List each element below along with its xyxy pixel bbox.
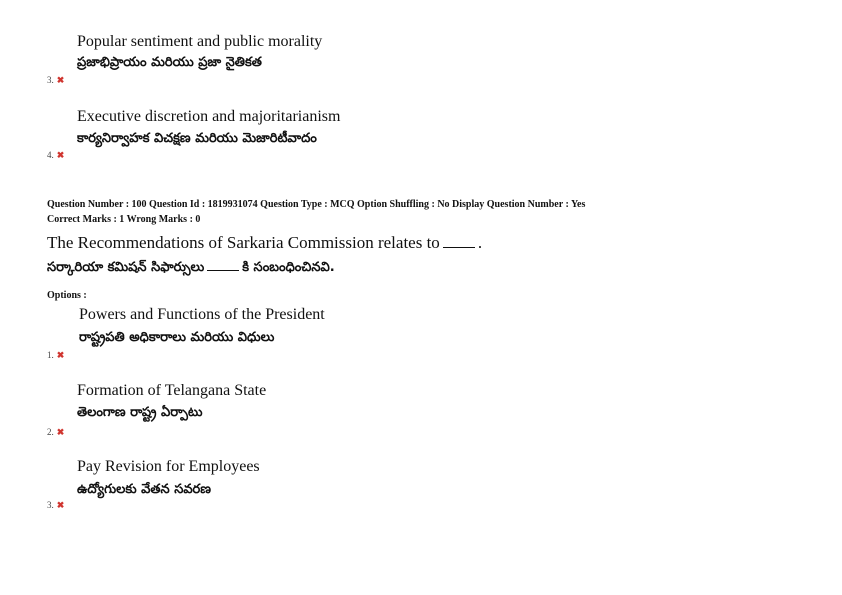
prev-option-4-english: Executive discretion and majoritarianism — [77, 108, 341, 125]
cross-icon: ✖ — [56, 500, 65, 510]
question-text-end: . — [477, 233, 483, 252]
cross-icon: ✖ — [56, 350, 65, 360]
prev-option-3-telugu: ప్రజాభిప్రాయం మరియు ప్రజా నైతికత — [77, 55, 262, 70]
prev-option-3-english: Popular sentiment and public morality — [77, 33, 323, 50]
option-number: 4. — [47, 150, 54, 160]
option-1-telugu: రాష్ట్రపతి అధికారాలు మరియు విధులు — [79, 330, 275, 345]
option-2-marker — [47, 427, 64, 438]
option-1-marker — [47, 350, 64, 361]
option-3-english: Pay Revision for Employees — [77, 458, 260, 475]
option-number: 3. — [47, 500, 54, 510]
option-1-english: Powers and Functions of the President — [79, 306, 325, 323]
option-number: 2. — [47, 427, 54, 437]
option-2-telugu: తెలంగాణ రాష్ట్ర ఏర్పాటు — [77, 405, 203, 420]
prev-option-3-marker — [47, 75, 64, 86]
answer-blank-te — [207, 258, 239, 271]
option-number: 3. — [47, 75, 54, 85]
question-text-te-end: కి సంబంధించినవి. — [242, 260, 335, 275]
option-3-telugu: ఉద్యోగులకు వేతన సవరణ — [77, 482, 212, 497]
question-meta-line2: Correct Marks : 1 Wrong Marks : 0 — [47, 214, 201, 225]
cross-icon: ✖ — [56, 427, 65, 437]
question-text-english — [47, 233, 482, 253]
prev-option-4-marker — [47, 150, 64, 161]
option-2-english: Formation of Telangana State — [77, 382, 267, 399]
question-meta-line1: Question Number : 100 Question Id : 1819931074 Question Type : MCQ Option Shuffling : No Display Question Number : Yes — [47, 199, 586, 210]
question-text: The Recommendations of Sarkaria Commission relates to — [47, 233, 440, 252]
option-number: 1. — [47, 350, 54, 360]
question-text-telugu — [47, 258, 335, 278]
prev-option-4-telugu: కార్యనిర్వాహక విచక్షణ మరియు మెజారిటీవాదం — [77, 131, 317, 146]
cross-icon: ✖ — [56, 150, 65, 160]
option-3-marker — [47, 500, 64, 511]
options-label: Options : — [47, 290, 87, 301]
question-text-te-start: సర్కారియా కమిషన్ సిఫార్సులు — [47, 260, 205, 275]
cross-icon: ✖ — [56, 75, 65, 85]
answer-blank — [443, 235, 475, 248]
